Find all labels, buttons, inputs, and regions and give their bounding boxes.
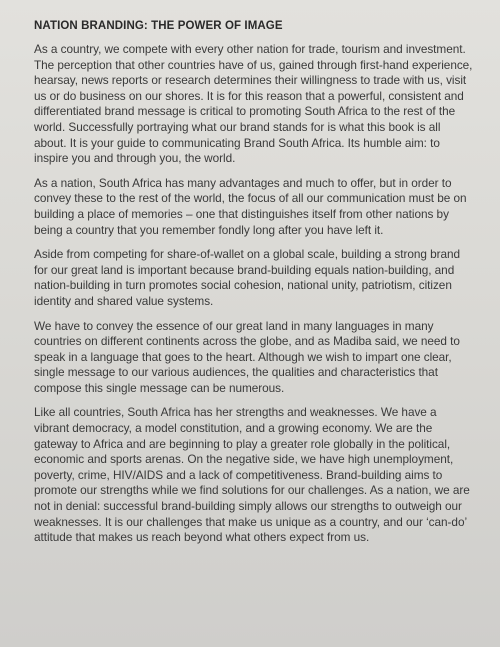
paragraph-2: As a nation, South Africa has many advantages and much to offer, but in order to convey these to the rest of the world, the focus of all our communication must be on building a place of memories – one that distinguishes itself from other nations by being a country that you remember fondly long after you have left it.	[34, 175, 467, 237]
document-page	[34, 14, 474, 555]
paragraph-4: We have to convey the essence of our great land in many languages in many countries on different continents across the globe, and as Madiba said, we need to speak in a language that goes to the heart. Although we wish to impart one clear, single message to our various audiences, the qualities and characteristics that compose this single message can be numerous.	[34, 318, 460, 395]
paragraph-1: As a country, we compete with every other nation for trade, tourism and investment. The perception that other countries have of us, gained through first-hand experience, hearsay, news reports or research determines their willingness to trade with us, visit us or do business on our shores. It is for this reason that a powerful, consistent and differentiated brand message is critical to promoting South Africa to the rest of the world. Successfully portraying what our brand stands for is what this book is all about. It is your guide to communicating Brand South Africa. Its humble aim: to inspire you and through you, the world.	[34, 42, 473, 166]
paragraph-5: Like all countries, South Africa has her strengths and weaknesses. We have a vibrant democracy, a model constitution, and a growing economy. We are the gateway to Africa and are beginning to play a greater role globally in the political, economic and sports arenas. On the negative side, we have high unemployment, poverty, crime, HIV/AIDS and a lack of competitiveness. Brand-building aims to promote our strengths while we find solutions for our challenges. As a nation, we are not in denial: successful brand-building simply allows our strengths to outweigh our weaknesses. It is our challenges that make us unique as a country, and our ‘can-do’ attitude that makes us reach beyond what others expect from us.	[34, 405, 470, 545]
page-heading: NATION BRANDING: THE POWER OF IMAGE	[34, 20, 283, 32]
paragraph-3: Aside from competing for share-of-wallet on a global scale, building a strong brand for our great land is important because brand-building equals nation-building, and nation-building in turn promotes social cohesion, national unity, patriotism, citizen identity and shared value systems.	[34, 247, 461, 308]
